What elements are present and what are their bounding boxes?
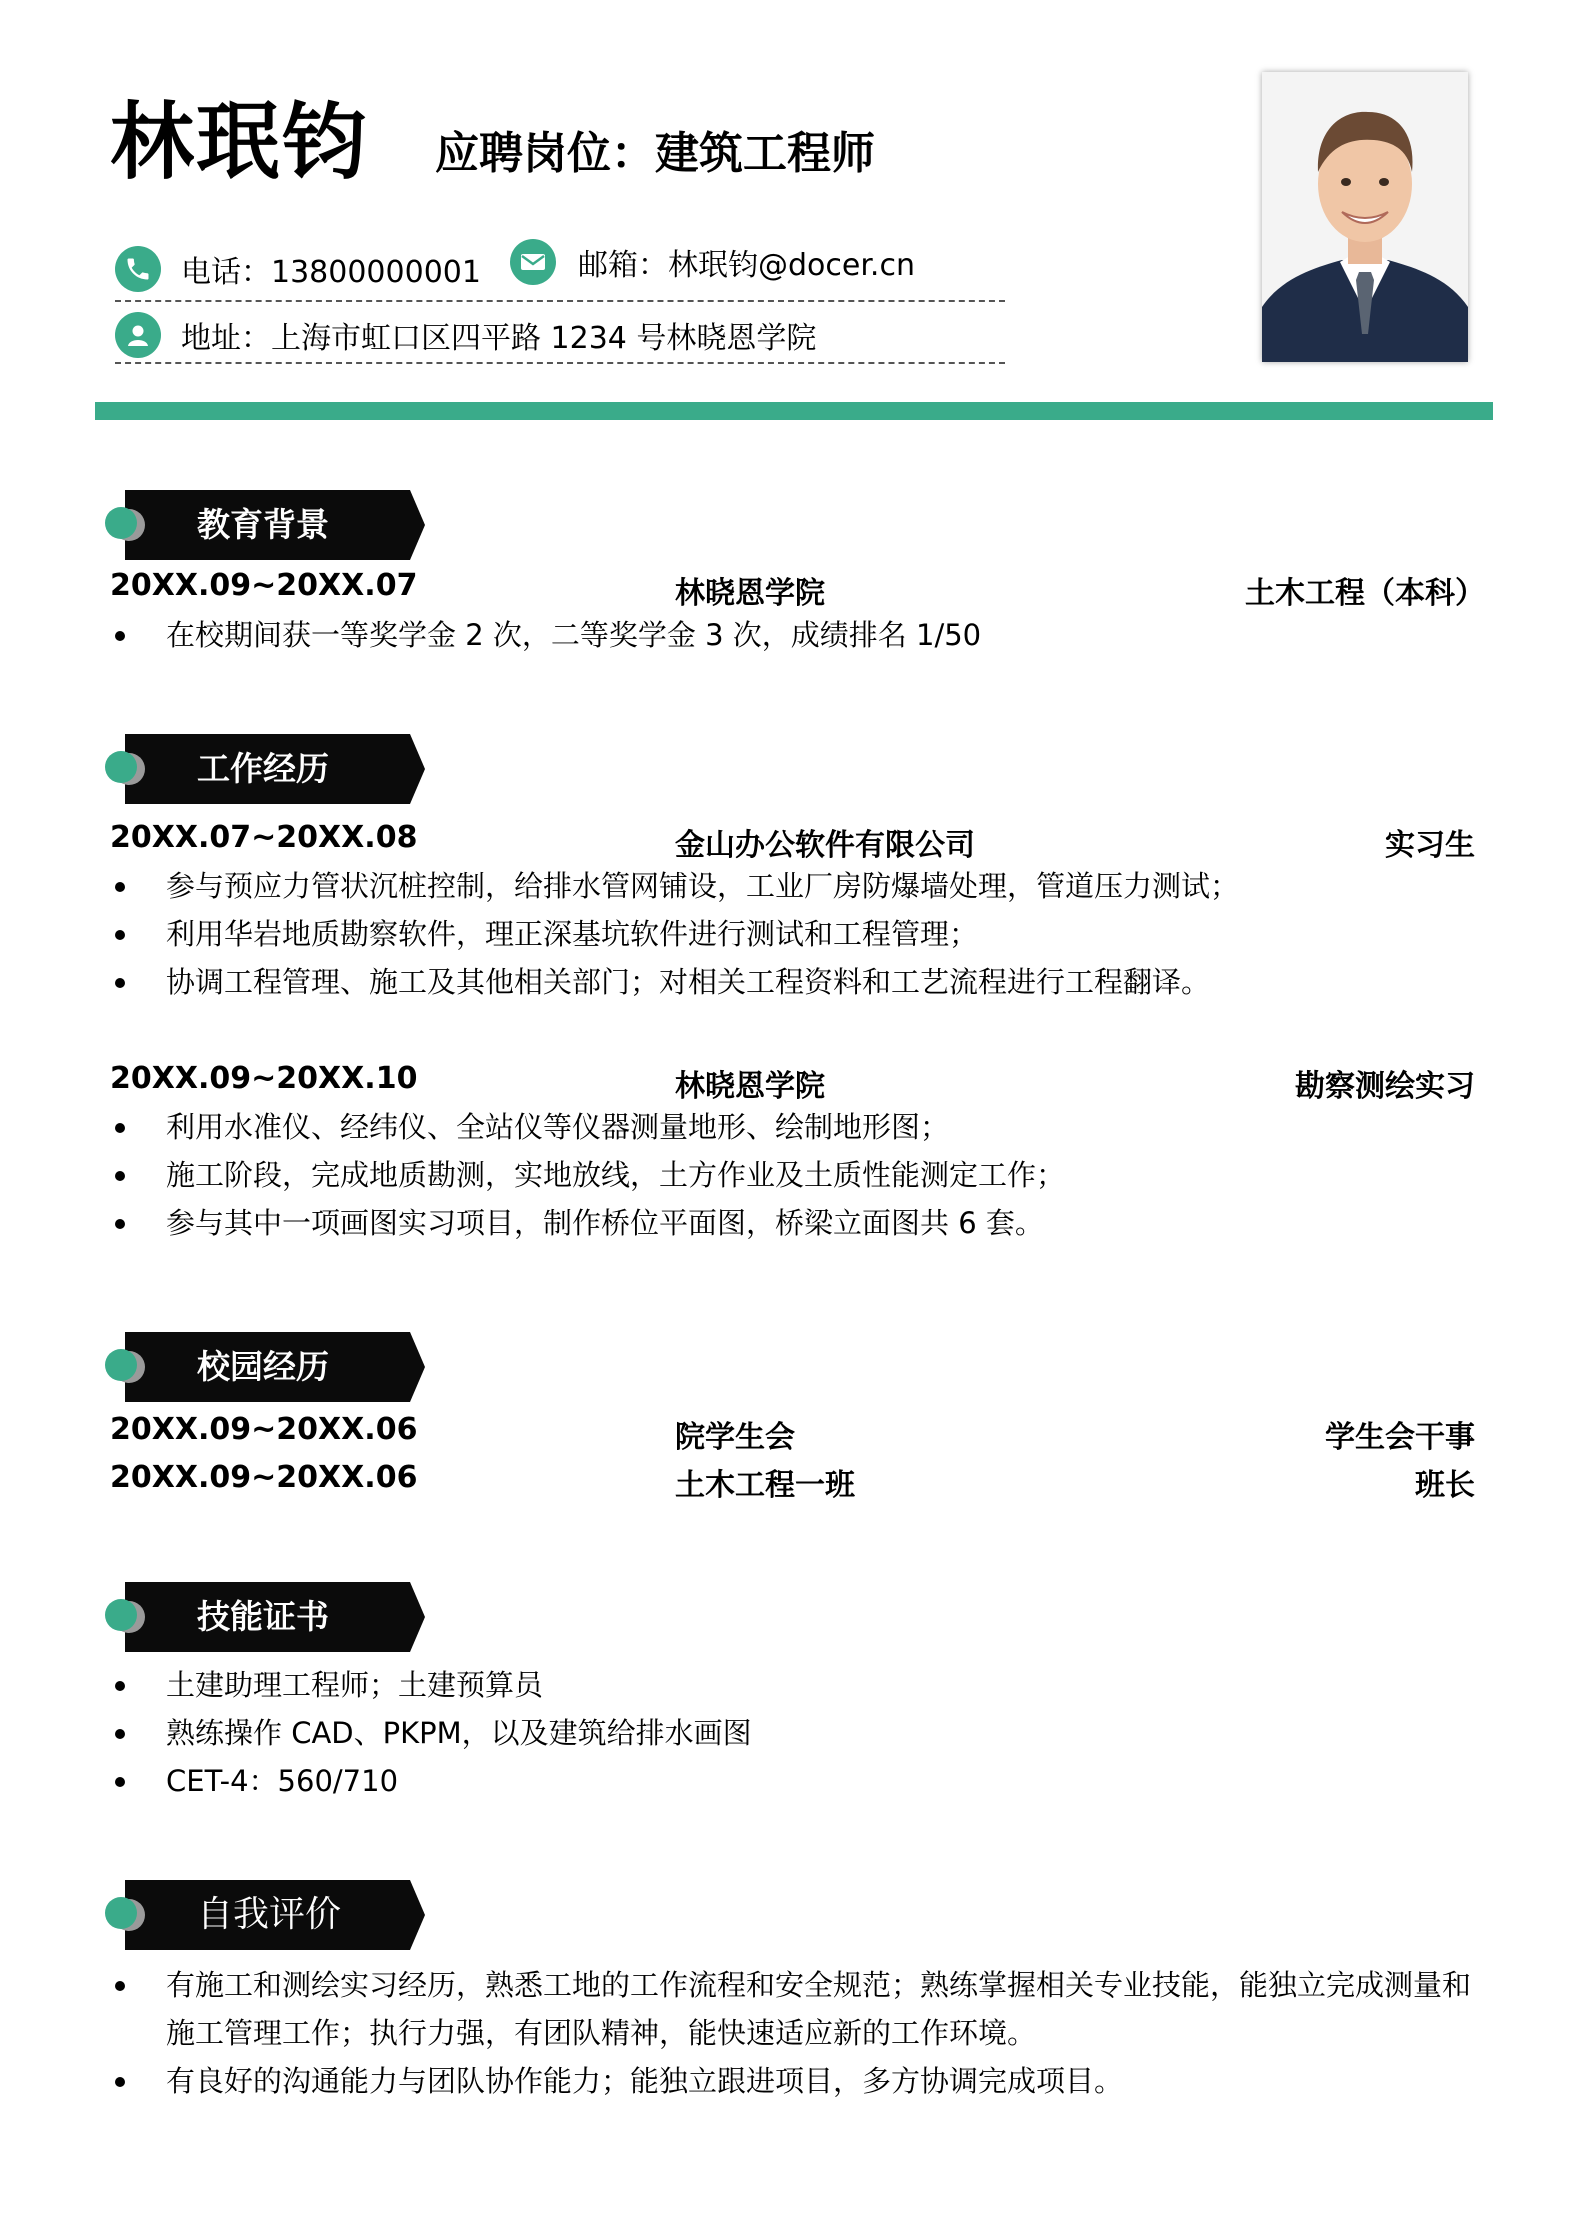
work-entry-header — [110, 820, 1485, 863]
section-title: 教育背景 — [197, 505, 329, 544]
phone-text: 电话：13800000001 — [181, 255, 481, 290]
entry-period: 20XX.09~20XX.07 — [110, 568, 418, 603]
section-dot — [105, 507, 137, 539]
entry-role: 学生会干事 — [1325, 1420, 1475, 1455]
section-header-campus — [105, 1332, 425, 1402]
section-dot — [105, 1349, 137, 1381]
list-item: 有施工和测绘实习经历，熟悉工地的工作流程和安全规范；熟练掌握相关专业技能，能独立完成测量和施工管理工作；执行力强，有团队精神，能快速适应新的工作环境。 — [110, 1961, 1490, 2057]
header-accent-bar — [95, 402, 1493, 420]
section-title: 工作经历 — [197, 749, 329, 788]
profile-photo — [1262, 72, 1468, 362]
section-header-skills — [105, 1582, 425, 1652]
person-icon — [115, 312, 161, 358]
self-evaluation-bullets — [110, 1961, 1490, 2105]
list-item: 有良好的沟通能力与团队协作能力；能独立跟进项目，多方协调完成项目。 — [110, 2057, 1490, 2105]
work-bullets — [110, 1103, 1490, 1247]
section-dot — [105, 1599, 137, 1631]
education-entry-header — [110, 568, 1485, 611]
entry-org: 林晓恩学院 — [675, 1069, 825, 1104]
work-entry-header — [110, 1061, 1485, 1104]
list-item: 在校期间获一等奖学金 2 次，二等奖学金 3 次，成绩排名 1/50 — [110, 611, 1490, 659]
entry-role: 实习生 — [1385, 828, 1475, 863]
contact-divider — [115, 362, 1005, 364]
section-dot — [105, 1897, 137, 1929]
campus-entry-header — [110, 1412, 1485, 1455]
entry-org: 金山办公软件有限公司 — [675, 828, 975, 863]
skills-bullets — [110, 1661, 1490, 1805]
address-text: 地址：上海市虹口区四平路 1234 号林晓恩学院 — [181, 321, 817, 356]
list-item: 施工阶段，完成地质勘测，实地放线，土方作业及土质性能测定工作； — [110, 1151, 1490, 1199]
entry-role: 土木工程（本科） — [1245, 576, 1485, 611]
contact-phone — [115, 245, 481, 293]
education-bullets — [110, 611, 1490, 659]
entry-org: 林晓恩学院 — [675, 576, 825, 611]
contact-divider — [115, 300, 1005, 302]
section-header-education — [105, 490, 425, 560]
campus-entry-header — [110, 1460, 1485, 1503]
entry-role: 班长 — [1415, 1468, 1475, 1503]
list-item: 熟练操作 CAD、PKPM，以及建筑给排水画图 — [110, 1709, 1490, 1757]
entry-org: 院学生会 — [675, 1420, 795, 1455]
section-title: 技能证书 — [197, 1597, 329, 1636]
job-position: 应聘岗位：建筑工程师 — [435, 128, 875, 179]
list-item: CET-4：560/710 — [110, 1757, 1490, 1805]
email-text: 邮箱：林珉钧@docer.cn — [578, 248, 915, 283]
section-dot — [105, 751, 137, 783]
list-item: 协调工程管理、施工及其他相关部门；对相关工程资料和工艺流程进行工程翻译。 — [110, 958, 1490, 1006]
section-header-self-evaluation — [105, 1880, 425, 1950]
candidate-name: 林珉钧 — [110, 93, 369, 191]
contact-email — [510, 238, 915, 286]
entry-period: 20XX.09~20XX.06 — [110, 1460, 418, 1495]
list-item: 利用水准仪、经纬仪、全站仪等仪器测量地形、绘制地形图； — [110, 1103, 1490, 1151]
contact-address — [115, 311, 816, 359]
work-bullets — [110, 862, 1490, 1006]
entry-period: 20XX.07~20XX.08 — [110, 820, 418, 855]
list-item: 参与其中一项画图实习项目，制作桥位平面图，桥梁立面图共 6 套。 — [110, 1199, 1490, 1247]
entry-org: 土木工程一班 — [675, 1468, 855, 1503]
phone-icon — [115, 246, 161, 292]
entry-period: 20XX.09~20XX.10 — [110, 1061, 418, 1096]
entry-period: 20XX.09~20XX.06 — [110, 1412, 418, 1447]
list-item: 参与预应力管状沉桩控制，给排水管网铺设，工业厂房防爆墙处理，管道压力测试； — [110, 862, 1490, 910]
section-title: 校园经历 — [197, 1347, 329, 1386]
entry-role: 勘察测绘实习 — [1295, 1069, 1475, 1104]
list-item: 土建助理工程师；土建预算员 — [110, 1661, 1490, 1709]
section-title: 自我评价 — [197, 1894, 342, 1935]
list-item: 利用华岩地质勘察软件，理正深基坑软件进行测试和工程管理； — [110, 910, 1490, 958]
section-header-work — [105, 734, 425, 804]
envelope-icon — [510, 239, 556, 285]
